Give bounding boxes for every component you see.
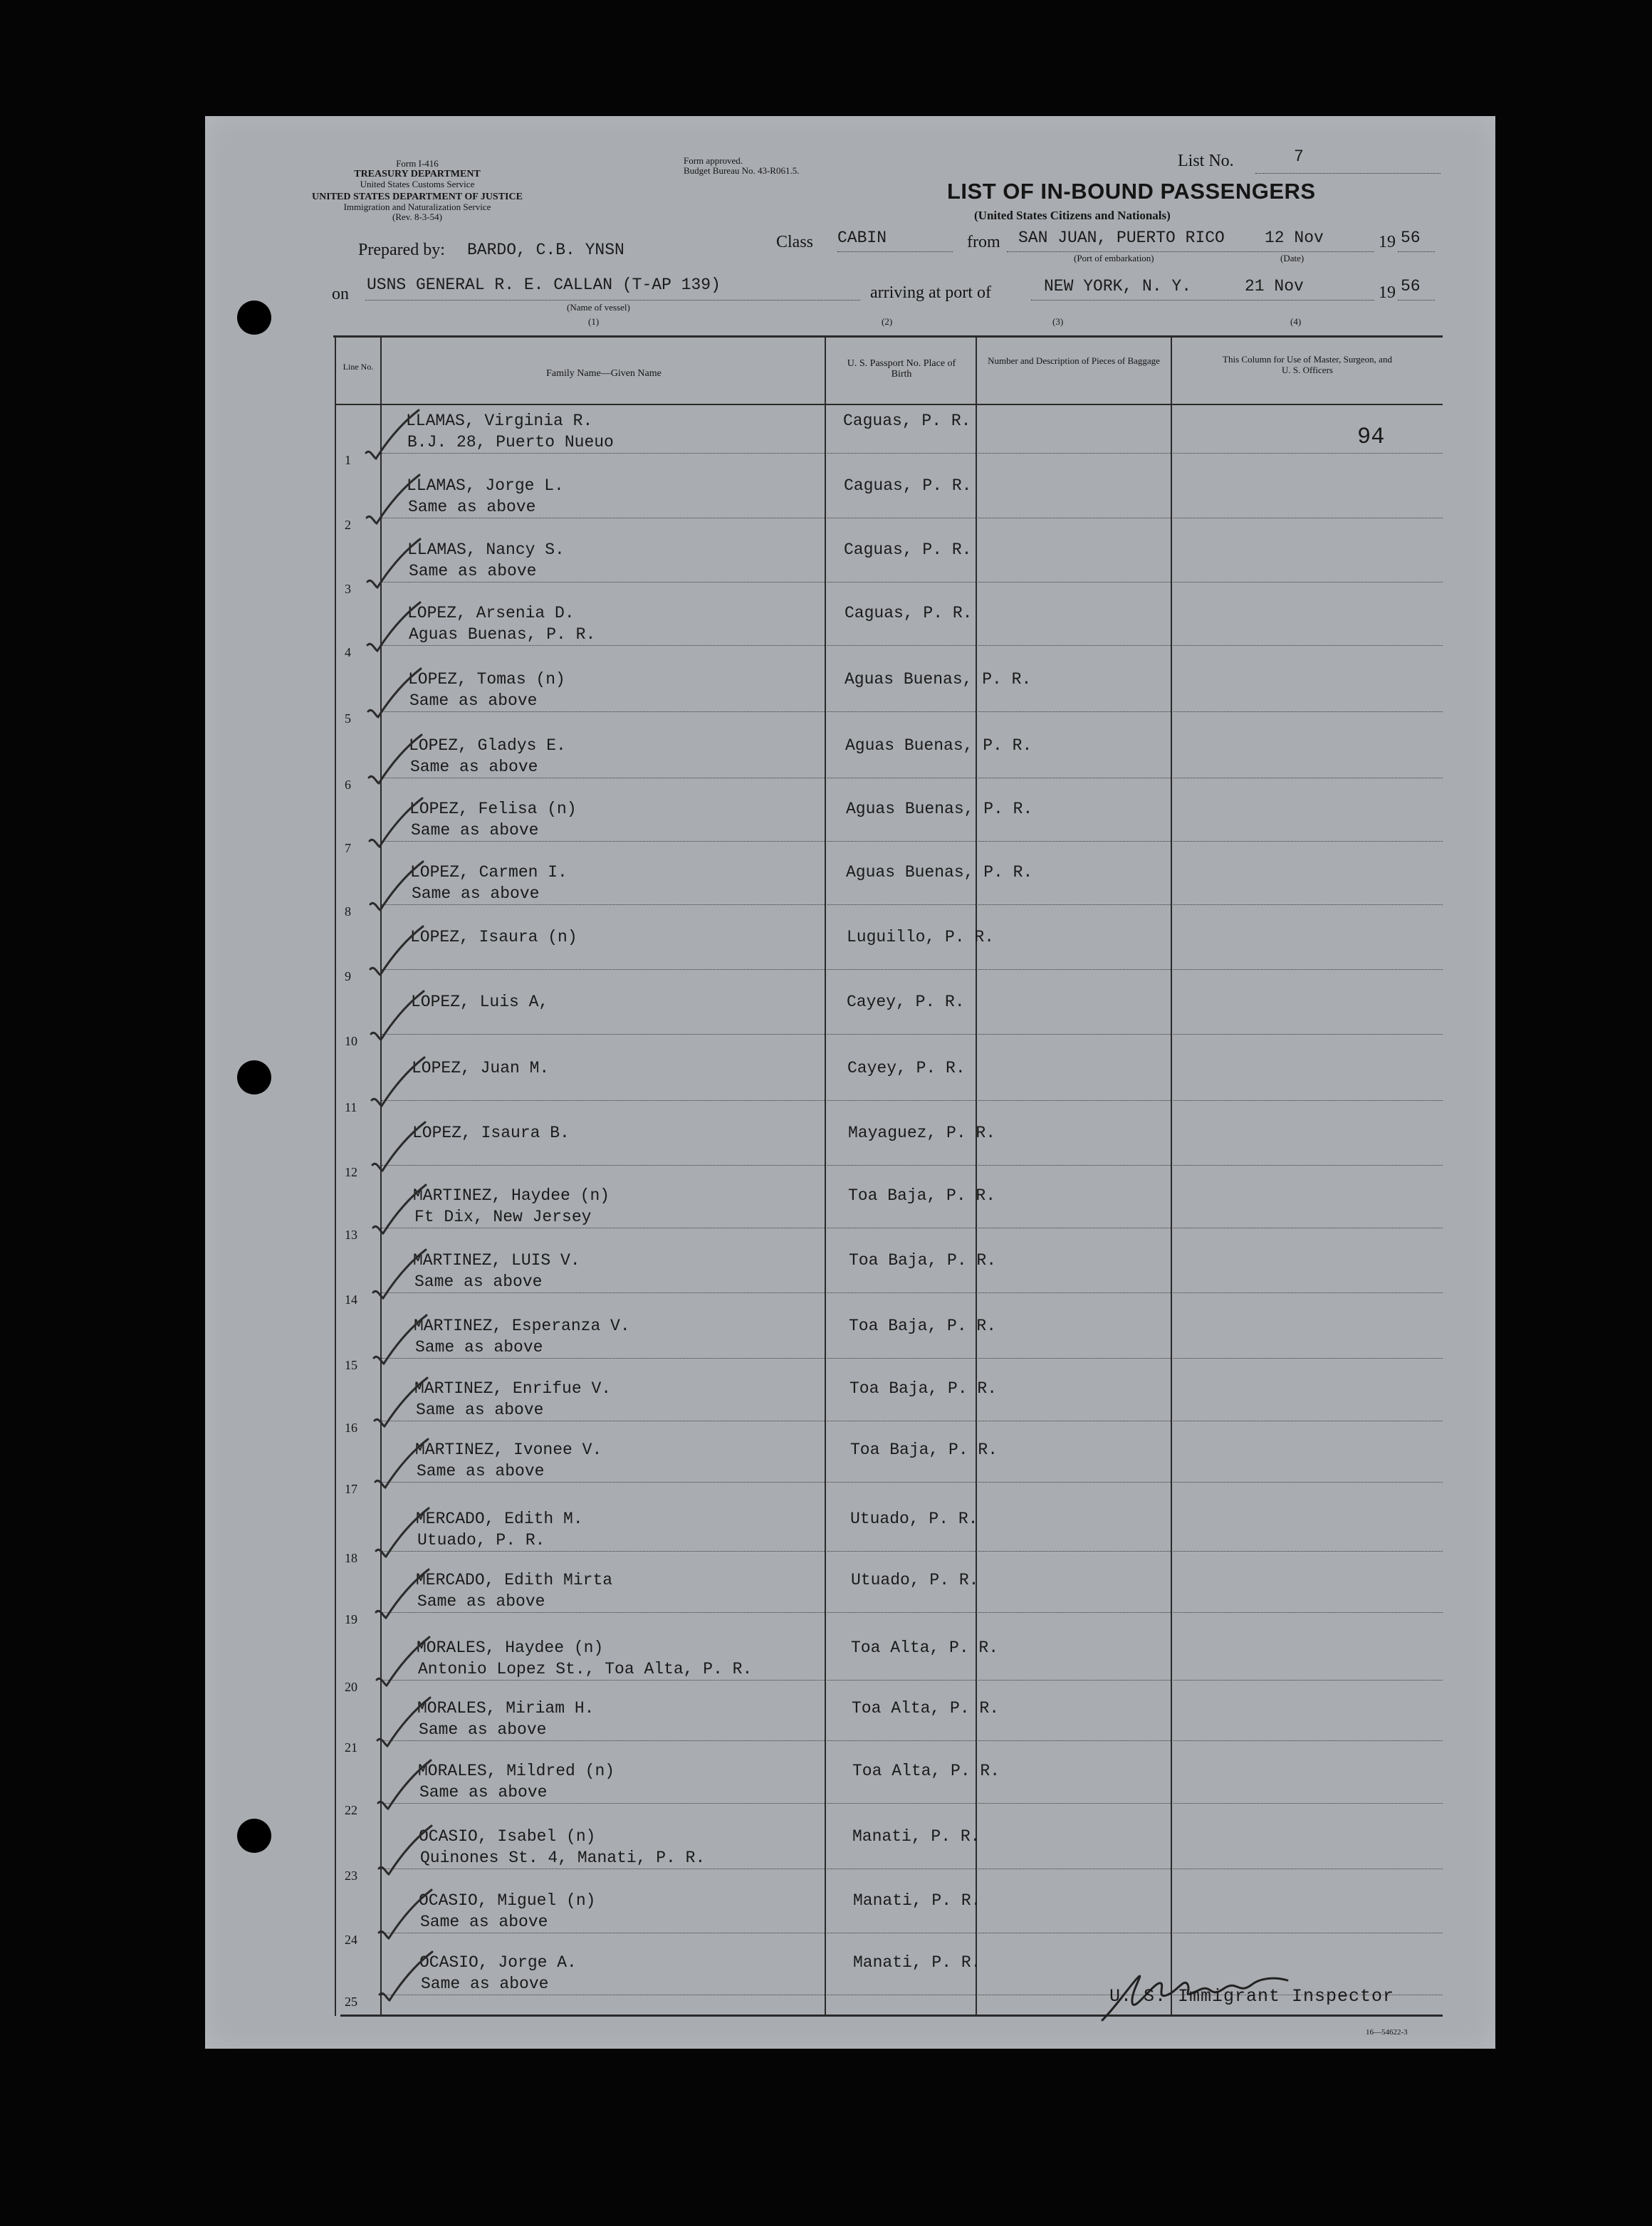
passenger-name: OCASIO, Jorge A. bbox=[419, 1953, 577, 1972]
treasury-dept: TREASURY DEPARTMENT bbox=[354, 169, 481, 179]
check-mark-icon bbox=[370, 1504, 434, 1561]
customs-service: United States Customs Service bbox=[360, 179, 475, 189]
place-of-birth: Caguas, P. R. bbox=[843, 412, 971, 430]
arrival-date-value: 21 Nov bbox=[1245, 277, 1304, 296]
form-number: Form I-416 bbox=[396, 158, 439, 169]
row-divider bbox=[382, 711, 1443, 712]
place-of-birth: Toa Alta, P. R. bbox=[851, 1639, 999, 1657]
passenger-address: Same as above bbox=[419, 1720, 547, 1739]
check-mark-icon bbox=[366, 1053, 430, 1110]
row-line-number: 9 bbox=[345, 969, 351, 983]
officer-stamp-94: 94 bbox=[1357, 424, 1385, 450]
check-mark-icon bbox=[369, 1374, 433, 1431]
row-divider bbox=[382, 1292, 1443, 1293]
passenger-address: Same as above bbox=[412, 884, 540, 903]
passenger-address: Same as above bbox=[420, 1913, 548, 1931]
check-mark-icon bbox=[363, 731, 427, 788]
col-num-1: (1) bbox=[588, 316, 600, 327]
passenger-address: Utuado, P. R. bbox=[417, 1531, 545, 1550]
passenger-name: LLAMAS, Jorge L. bbox=[407, 476, 564, 495]
passenger-address: Same as above bbox=[419, 1783, 548, 1802]
row-line-number: 15 bbox=[345, 1358, 357, 1372]
row-line-number: 10 bbox=[345, 1034, 357, 1048]
row-line-number: 20 bbox=[345, 1680, 357, 1694]
passenger-name: LOPEZ, Tomas (n) bbox=[408, 670, 565, 689]
prepared-by-value: BARDO, C.B. YNSN bbox=[467, 241, 624, 259]
row-line-number: 14 bbox=[345, 1292, 357, 1307]
check-mark-icon bbox=[374, 1948, 438, 2005]
place-of-birth: Manati, P. R. bbox=[853, 1953, 981, 1972]
place-of-birth: Toa Baja, P. R. bbox=[849, 1317, 997, 1335]
place-of-birth: Toa Alta, P. R. bbox=[852, 1699, 1000, 1718]
header-baggage: Number and Description of Pieces of Baggage bbox=[988, 355, 1160, 366]
passenger-name: MERCADO, Edith Mirta bbox=[416, 1571, 613, 1589]
col-num-3: (3) bbox=[1052, 316, 1064, 327]
check-mark-icon bbox=[362, 664, 427, 721]
check-mark-icon bbox=[365, 922, 429, 979]
check-mark-icon bbox=[373, 1822, 437, 1878]
row-line-number: 24 bbox=[345, 1933, 357, 1947]
place-of-birth: Toa Baja, P. R. bbox=[849, 1379, 998, 1398]
row-line-number: 13 bbox=[345, 1228, 357, 1242]
port-embark-caption: (Port of embarkation) bbox=[1074, 253, 1154, 263]
revision: (Rev. 8-3-54) bbox=[392, 211, 442, 222]
check-mark-icon bbox=[361, 471, 425, 528]
row-divider bbox=[382, 1740, 1443, 1741]
passenger-name: LOPEZ, Felisa (n) bbox=[409, 800, 577, 818]
row-line-number: 11 bbox=[345, 1100, 357, 1114]
row-divider bbox=[382, 1034, 1443, 1035]
place-of-birth: Utuado, P. R. bbox=[850, 1510, 978, 1528]
passenger-address: Same as above bbox=[411, 821, 539, 840]
place-of-birth: Utuado, P. R. bbox=[851, 1571, 979, 1589]
arrival-port-value: NEW YORK, N. Y. bbox=[1044, 277, 1192, 296]
passenger-address: Same as above bbox=[416, 1401, 544, 1419]
passenger-address: Same as above bbox=[409, 691, 538, 710]
row-divider bbox=[382, 1358, 1443, 1359]
check-mark-icon bbox=[370, 1435, 434, 1492]
passenger-address: Same as above bbox=[417, 1462, 545, 1480]
vessel-caption: (Name of vessel) bbox=[567, 302, 630, 313]
passenger-address: Same as above bbox=[409, 562, 537, 580]
place-of-birth: Aguas Buenas, P. R. bbox=[845, 736, 1032, 755]
page-subtitle: (United States Citizens and Nationals) bbox=[974, 209, 1171, 222]
passenger-name: LOPEZ, Gladys E. bbox=[409, 736, 566, 755]
row-line-number: 23 bbox=[345, 1869, 357, 1883]
row-line-number: 19 bbox=[345, 1612, 357, 1626]
row-line-number: 12 bbox=[345, 1165, 357, 1179]
form-approved: Form approved. bbox=[684, 155, 743, 166]
row-divider bbox=[382, 1551, 1443, 1552]
place-of-birth: Aguas Buenas, P. R. bbox=[846, 863, 1033, 882]
from-year-prefix: 19 bbox=[1379, 233, 1396, 251]
header-officers: This Column for Use of Master, Surgeon, and U. S. Officers bbox=[1223, 354, 1392, 375]
passenger-address: Same as above bbox=[414, 1273, 543, 1291]
check-mark-icon bbox=[365, 987, 429, 1044]
passenger-name: MARTINEZ, Ivonee V. bbox=[415, 1441, 602, 1459]
row-divider bbox=[382, 969, 1443, 970]
row-line-number: 16 bbox=[345, 1421, 357, 1435]
check-mark-icon bbox=[365, 857, 429, 914]
place-of-birth: Luguillo, P. R. bbox=[847, 928, 995, 946]
form-code: 16—54622-3 bbox=[1366, 2028, 1408, 2037]
class-value: CABIN bbox=[837, 229, 887, 247]
class-label: Class bbox=[776, 233, 814, 251]
place-of-birth: Manati, P. R. bbox=[853, 1891, 981, 1910]
place-of-birth: Mayaguez, P. R. bbox=[848, 1124, 996, 1142]
row-divider bbox=[382, 841, 1443, 842]
place-of-birth: Caguas, P. R. bbox=[844, 476, 972, 495]
passenger-name: MORALES, Mildred (n) bbox=[418, 1762, 615, 1780]
place-of-birth: Cayey, P. R. bbox=[847, 993, 965, 1011]
passenger-name: LOPEZ, Isaura B. bbox=[412, 1124, 570, 1142]
passenger-address: Quinones St. 4, Manati, P. R. bbox=[420, 1849, 706, 1867]
place-of-birth: Toa Baja, P. R. bbox=[849, 1251, 997, 1270]
check-mark-icon bbox=[367, 1245, 432, 1302]
justice-dept: UNITED STATES DEPARTMENT OF JUSTICE bbox=[312, 192, 523, 202]
passenger-address: Same as above bbox=[408, 498, 536, 516]
row-line-number: 5 bbox=[345, 711, 351, 726]
row-divider bbox=[382, 1680, 1443, 1681]
check-mark-icon bbox=[372, 1756, 436, 1813]
passenger-address: Same as above bbox=[421, 1975, 549, 1993]
passenger-name: MARTINEZ, Esperanza V. bbox=[414, 1317, 630, 1335]
row-divider bbox=[382, 645, 1443, 646]
place-of-birth: Cayey, P. R. bbox=[847, 1059, 966, 1077]
row-divider bbox=[382, 1612, 1443, 1613]
check-mark-icon bbox=[370, 1565, 434, 1622]
arriving-label: arriving at port of bbox=[870, 283, 991, 302]
row-divider bbox=[382, 453, 1443, 454]
inspector-label: U. S. Immigrant Inspector bbox=[1109, 1986, 1395, 2007]
place-of-birth: Caguas, P. R. bbox=[845, 604, 973, 622]
passenger-address: Same as above bbox=[417, 1592, 545, 1611]
passenger-address: Aguas Buenas, P. R. bbox=[409, 625, 596, 644]
passenger-name: OCASIO, Isabel (n) bbox=[419, 1827, 596, 1846]
row-line-number: 7 bbox=[345, 841, 351, 855]
passenger-name: LOPEZ, Juan M. bbox=[412, 1059, 550, 1077]
place-of-birth: Aguas Buenas, P. R. bbox=[846, 800, 1033, 818]
prepared-by-label: Prepared by: bbox=[358, 241, 445, 259]
passenger-name: MORALES, Haydee (n) bbox=[417, 1639, 604, 1657]
check-mark-icon bbox=[360, 406, 424, 463]
row-divider bbox=[382, 904, 1443, 905]
passenger-address: Antonio Lopez St., Toa Alta, P. R. bbox=[418, 1660, 753, 1678]
from-port-value: SAN JUAN, PUERTO RICO bbox=[1018, 229, 1225, 247]
passenger-name: MERCADO, Edith M. bbox=[416, 1510, 583, 1528]
col-num-4: (4) bbox=[1290, 316, 1302, 327]
check-mark-icon bbox=[362, 598, 426, 655]
on-label: on bbox=[332, 285, 349, 303]
row-line-number: 17 bbox=[345, 1482, 357, 1496]
row-line-number: 25 bbox=[345, 1995, 357, 2009]
place-of-birth: Toa Baja, P. R. bbox=[850, 1441, 998, 1459]
row-line-number: 18 bbox=[345, 1551, 357, 1565]
header-name: Family Name—Given Name bbox=[546, 368, 662, 379]
passenger-address: B.J. 28, Puerto Nueuo bbox=[407, 433, 614, 451]
arrival-year-value: 56 bbox=[1401, 277, 1421, 296]
check-mark-icon bbox=[373, 1886, 437, 1943]
passenger-name: MARTINEZ, LUIS V. bbox=[413, 1251, 580, 1270]
list-no-label: List No. bbox=[1178, 152, 1234, 170]
passenger-name: MARTINEZ, Haydee (n) bbox=[413, 1186, 610, 1205]
passenger-name: MARTINEZ, Enrifue V. bbox=[414, 1379, 612, 1398]
check-mark-icon bbox=[368, 1311, 432, 1368]
row-divider bbox=[382, 1165, 1443, 1166]
check-mark-icon bbox=[372, 1693, 436, 1750]
passenger-name: LOPEZ, Carmen I. bbox=[410, 863, 568, 882]
check-mark-icon bbox=[364, 794, 428, 851]
passenger-address: Same as above bbox=[415, 1338, 543, 1357]
passenger-name: LOPEZ, Isaura (n) bbox=[410, 928, 577, 946]
passenger-name: LOPEZ, Luis A, bbox=[411, 993, 549, 1011]
check-mark-icon bbox=[362, 535, 426, 592]
row-line-number: 2 bbox=[345, 518, 351, 532]
passenger-list-sheet bbox=[205, 116, 1495, 2049]
header-passport: U. S. Passport No. Place of Birth bbox=[847, 358, 956, 380]
place-of-birth: Manati, P. R. bbox=[852, 1827, 981, 1846]
place-of-birth: Aguas Buenas, P. R. bbox=[845, 670, 1032, 689]
page-title: LIST OF IN-BOUND PASSENGERS bbox=[947, 179, 1316, 204]
row-line-number: 1 bbox=[345, 453, 351, 467]
place-of-birth: Toa Alta, P. R. bbox=[852, 1762, 1000, 1780]
row-line-number: 6 bbox=[345, 778, 351, 792]
from-date-value: 12 Nov bbox=[1265, 229, 1324, 247]
row-divider bbox=[382, 1803, 1443, 1804]
passenger-name: LLAMAS, Nancy S. bbox=[407, 540, 565, 559]
place-of-birth: Toa Baja, P. R. bbox=[848, 1186, 996, 1205]
row-line-number: 3 bbox=[345, 582, 351, 596]
check-mark-icon bbox=[367, 1181, 432, 1238]
ins-service: Immigration and Naturalization Service bbox=[343, 202, 491, 212]
check-mark-icon bbox=[367, 1118, 431, 1175]
row-divider bbox=[382, 1100, 1443, 1101]
budget-bureau: Budget Bureau No. 43-R061.5. bbox=[684, 165, 800, 176]
from-label: from bbox=[967, 233, 1000, 251]
passenger-address: Ft Dix, New Jersey bbox=[414, 1208, 592, 1226]
header-line-no: Line No. bbox=[343, 362, 374, 372]
passenger-address: Same as above bbox=[410, 758, 538, 776]
row-line-number: 22 bbox=[345, 1803, 357, 1817]
passenger-name: OCASIO, Miguel (n) bbox=[419, 1891, 596, 1910]
from-year-value: 56 bbox=[1401, 229, 1421, 247]
row-line-number: 8 bbox=[345, 904, 351, 919]
vessel-value: USNS GENERAL R. E. CALLAN (T-AP 139) bbox=[367, 276, 721, 294]
list-no-value: 7 bbox=[1294, 147, 1304, 166]
arrival-year-prefix: 19 bbox=[1379, 283, 1396, 302]
place-of-birth: Caguas, P. R. bbox=[844, 540, 972, 559]
passenger-name: LOPEZ, Arsenia D. bbox=[407, 604, 575, 622]
passenger-name: MORALES, Miriam H. bbox=[417, 1699, 595, 1718]
col-num-2: (2) bbox=[882, 316, 893, 327]
row-line-number: 4 bbox=[345, 645, 351, 659]
check-mark-icon bbox=[371, 1633, 435, 1690]
date-caption: (Date) bbox=[1280, 253, 1305, 263]
row-line-number: 21 bbox=[345, 1740, 357, 1755]
row-divider bbox=[382, 1482, 1443, 1483]
passenger-name: LLAMAS, Virginia R. bbox=[406, 412, 593, 430]
